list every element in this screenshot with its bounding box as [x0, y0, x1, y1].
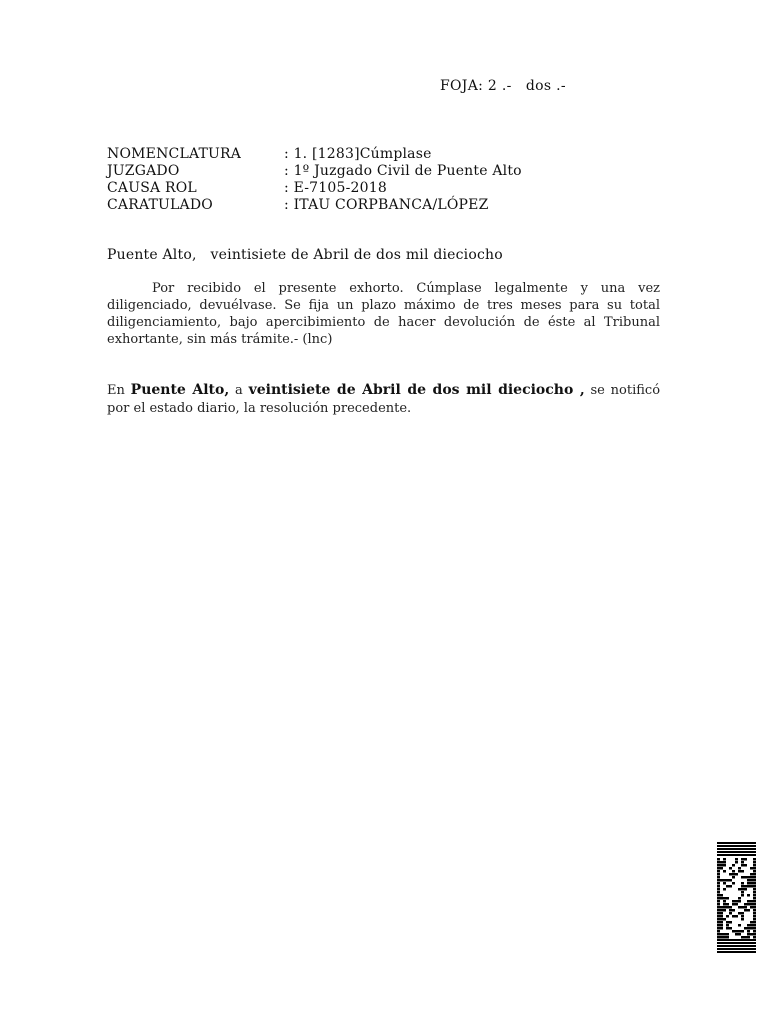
foja-number: FOJA: 2 .- dos .- [440, 78, 566, 94]
header-value: : 1º Juzgado Civil de Puente Alto [284, 163, 522, 179]
header-label: JUZGADO [107, 163, 180, 179]
header-row-causa-rol [107, 180, 522, 197]
case-header [107, 146, 522, 214]
resolution-body [107, 280, 660, 348]
header-label: NOMENCLATURA [107, 146, 242, 162]
header-row-caratulado [107, 197, 522, 214]
notification-suffix: se notificó por el estado diario, la resolución precedente. [107, 383, 661, 416]
pdf417-barcode-icon [717, 842, 756, 954]
header-value: : E-7105-2018 [284, 180, 387, 196]
header-label: CAUSA ROL [107, 180, 197, 196]
header-value: : ITAU CORPBANCA/LÓPEZ [284, 197, 489, 213]
resolution-date: Puente Alto, veintisiete de Abril de dos mil dieciocho [107, 247, 503, 263]
notification-date: veintisiete de Abril de dos mil dieciocho , [248, 382, 585, 398]
resolution-paragraph: Por recibido el presente exhorto. Cúmplase legalmente y una vez diligenciado, devuélvase. Se fija un plazo máximo de tres meses para su total diligenciamiento, bajo apercibimiento de hacer devolución de éste al Tribunal exhortante, sin más trámite.- (lnc) [107, 281, 660, 347]
header-value: : 1. [1283]Cúmplase [284, 146, 432, 162]
notification-prefix: En [107, 383, 125, 398]
header-row-nomenclatura [107, 146, 522, 163]
notification-place: Puente Alto, [130, 382, 230, 398]
header-label: CARATULADO [107, 197, 213, 213]
notification-mid: a [235, 383, 243, 398]
notification-paragraph [107, 381, 660, 418]
header-row-juzgado [107, 163, 522, 180]
